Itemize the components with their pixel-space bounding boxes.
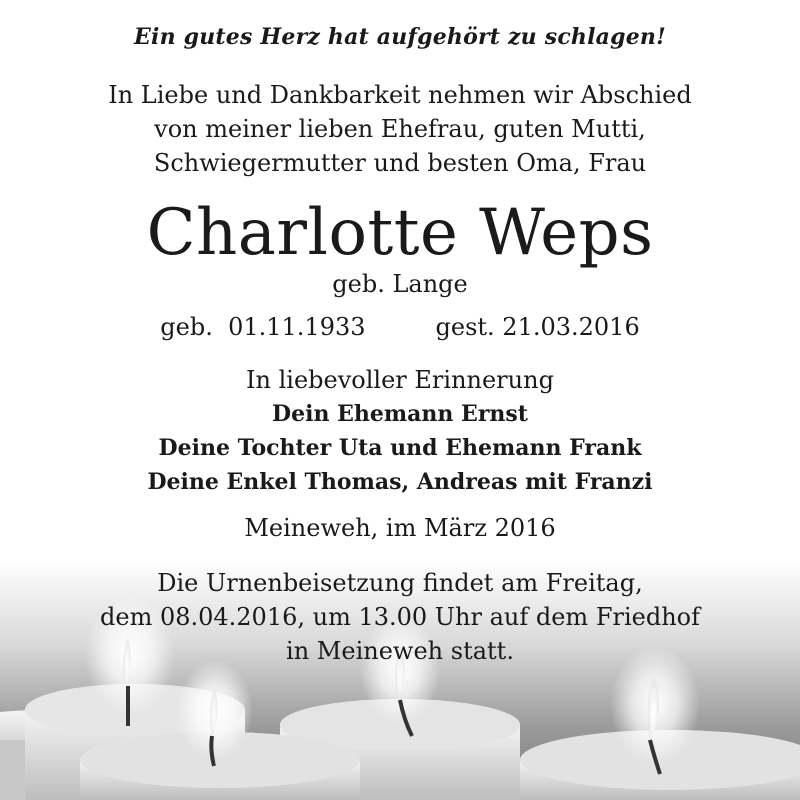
intro-text (0, 78, 800, 180)
intro-line: von meiner lieben Ehefrau, guten Mutti, (154, 115, 646, 143)
burial-info (0, 566, 800, 668)
place-date: Meineweh, im März 2016 (244, 514, 556, 542)
death-date: gest. 21.03.2016 (435, 313, 640, 341)
burial-line: dem 08.04.2016, um 13.00 Uhr auf dem Friedhof (100, 603, 700, 631)
intro-line: In Liebe und Dankbarkeit nehmen wir Abschied (108, 81, 692, 109)
birth-date: geb. 01.11.1933 (160, 313, 366, 341)
headline: Ein gutes Herz hat aufgehört zu schlagen! (134, 24, 666, 50)
life-dates (0, 313, 800, 341)
mourner-line: Deine Tochter Uta und Ehemann Frank (158, 435, 642, 461)
intro-line: Schwiegermutter und besten Oma, Frau (153, 149, 647, 177)
deceased-name: Charlotte Weps (146, 196, 654, 270)
mourners-list (0, 397, 800, 499)
memory-line: In liebevoller Erinnerung (246, 366, 554, 394)
burial-line: in Meineweh statt. (286, 637, 514, 665)
maiden-name: geb. Lange (332, 270, 468, 298)
burial-line: Die Urnenbeisetzung findet am Freitag, (157, 569, 643, 597)
mourner-line: Dein Ehemann Ernst (272, 401, 528, 427)
mourner-line: Deine Enkel Thomas, Andreas mit Franzi (147, 469, 653, 495)
